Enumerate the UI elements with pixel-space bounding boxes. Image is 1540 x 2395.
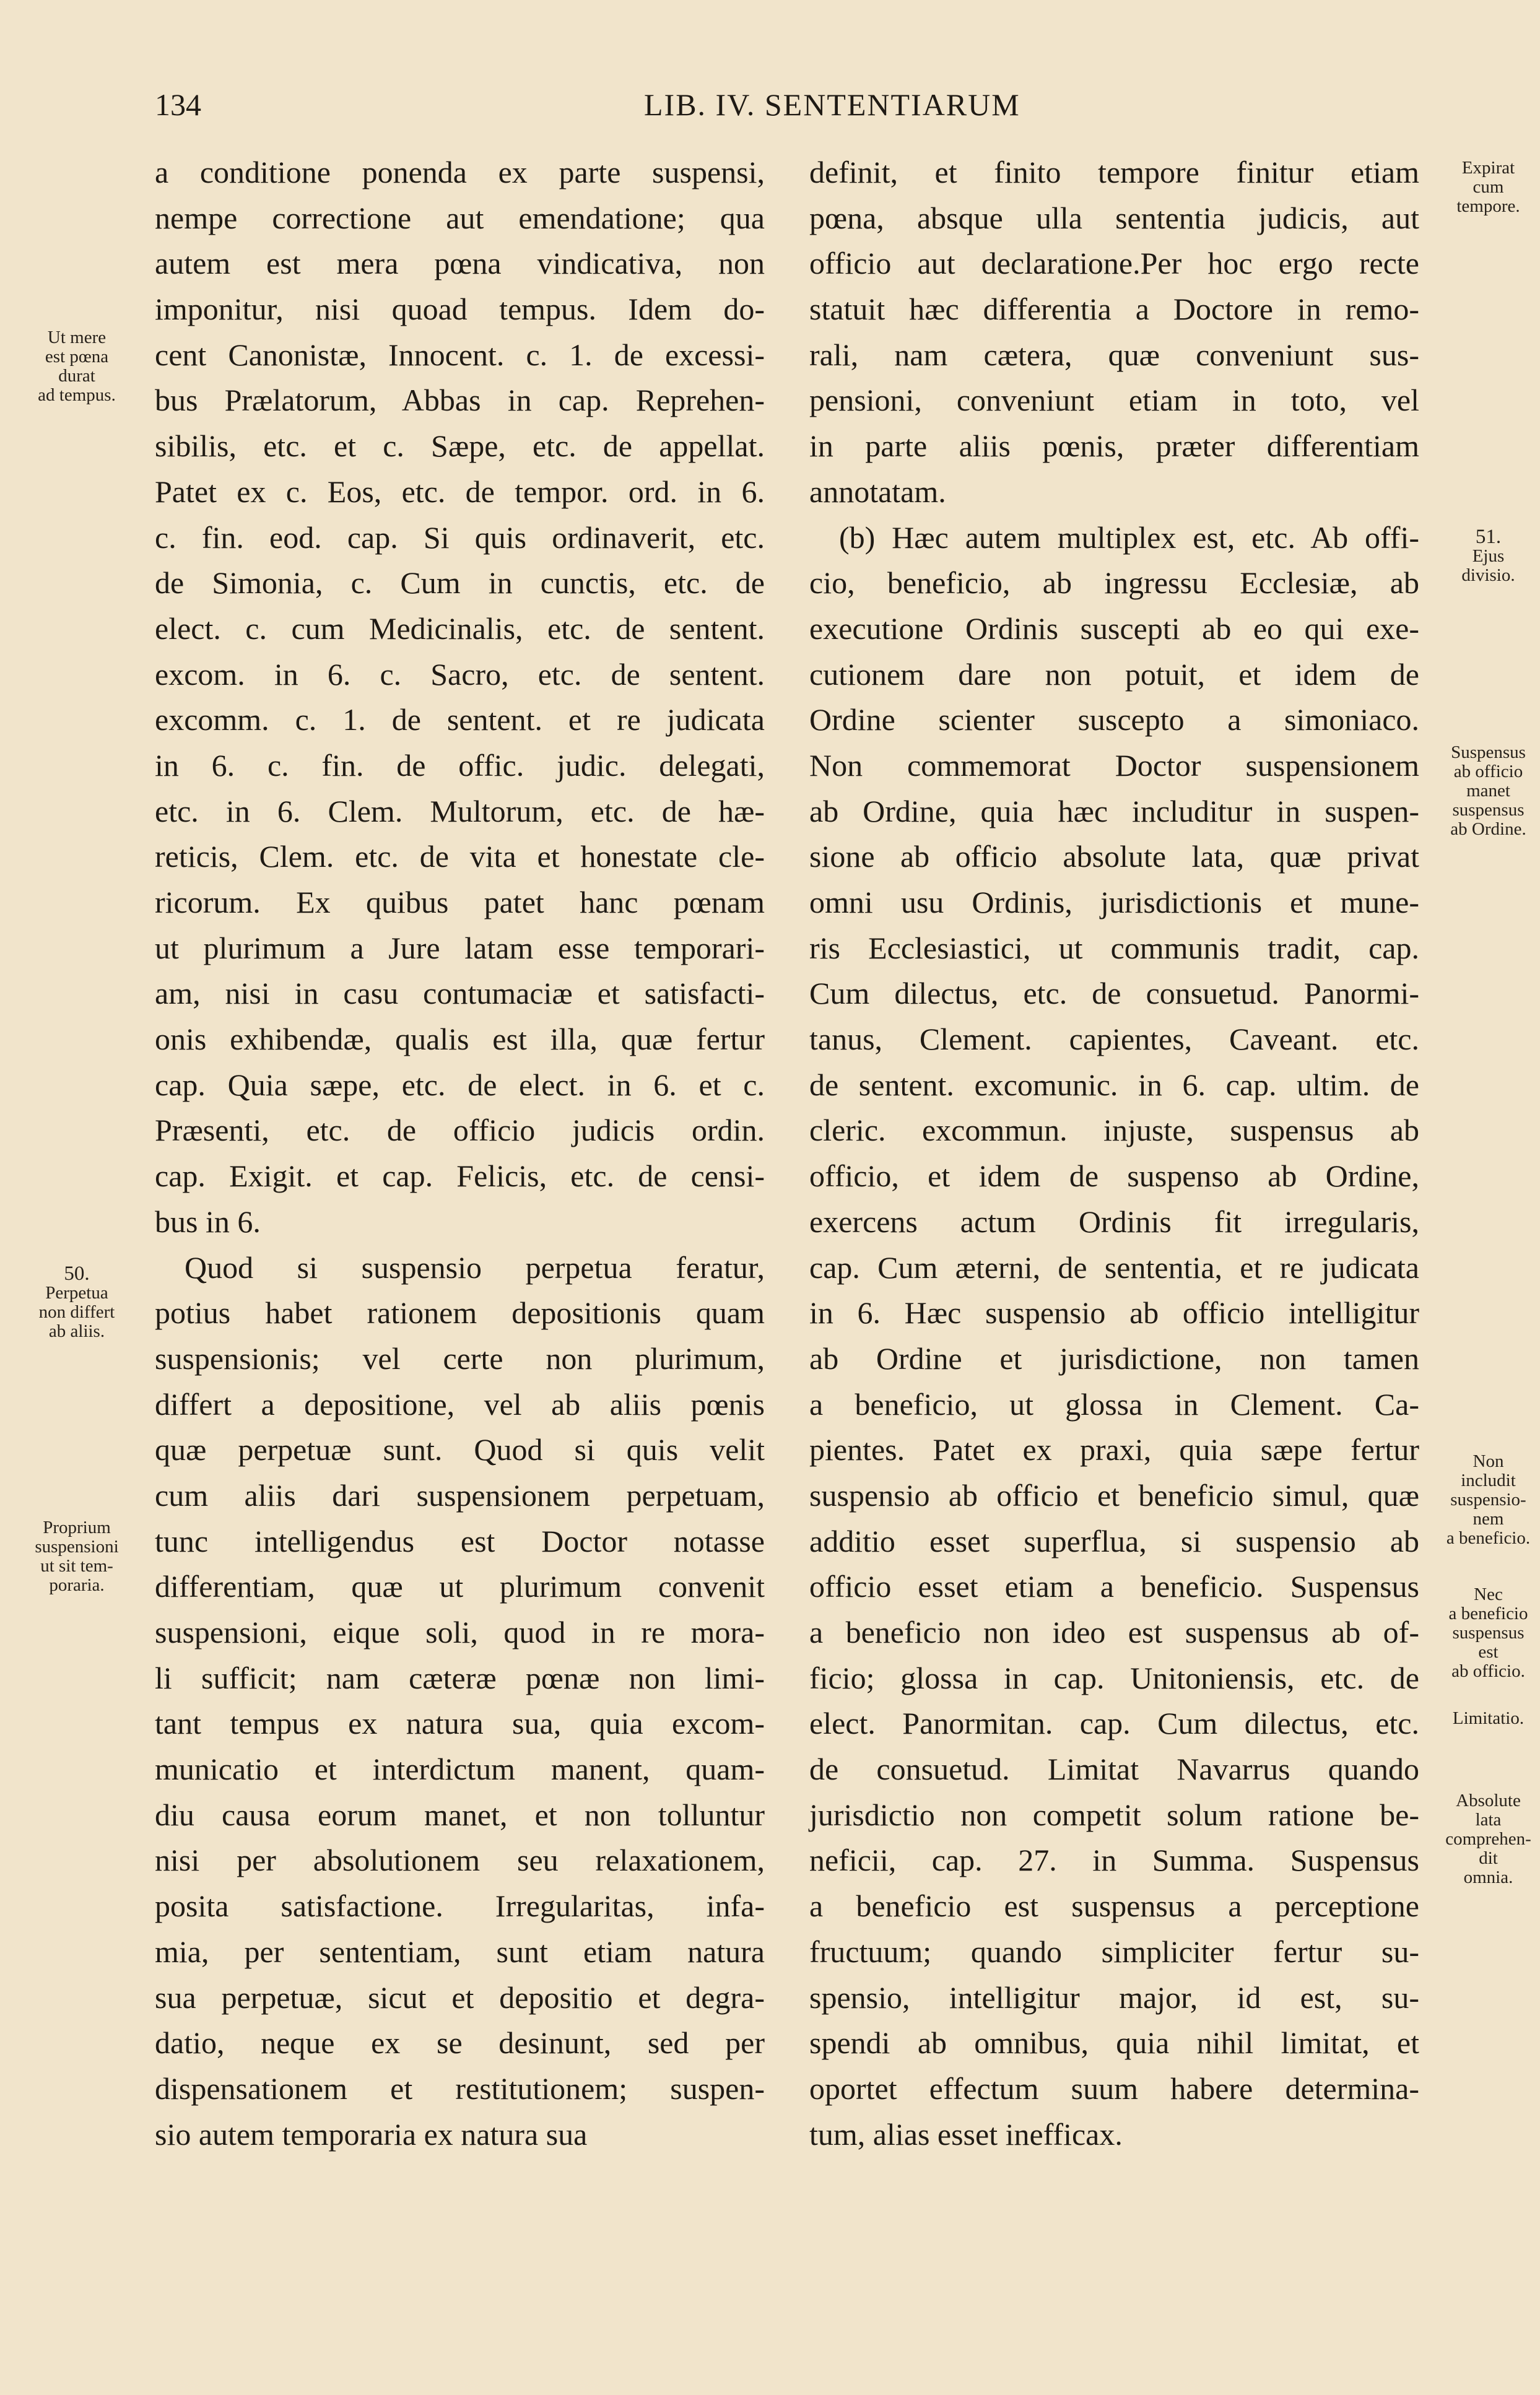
margin-note-line: ut sit tem-	[40, 1556, 113, 1576]
text-line: cap. Exigit. et cap. Felicis, etc. de censi-	[155, 1158, 765, 1194]
text-line: cio, beneficio, ab ingressu Ecclesiæ, ab	[809, 565, 1419, 601]
margin-note-line: Nec	[1474, 1585, 1503, 1604]
text-line: Ordine scienter suscepto a simoniaco.	[809, 702, 1419, 737]
text-line: cent Canonistæ, Innocent. c. 1. de excessi-	[155, 337, 765, 372]
margin-note-line: ad tempus.	[38, 385, 116, 405]
text-line: ris Ecclesiastici, ut communis tradit, cap.	[809, 930, 1419, 965]
margin-note-line: 50.	[64, 1263, 90, 1285]
text-line: nisi per absolutionem seu relaxationem,	[155, 1843, 765, 1878]
text-line: rali, nam cætera, quæ conveniunt sus-	[809, 337, 1419, 372]
text-line: oportet effectum suum habere determina-	[809, 2071, 1419, 2106]
text-line: am, nisi in casu contumaciæ et satisfacti-	[155, 976, 765, 1011]
text-line: autem est mera pœna vindicativa, non	[155, 246, 765, 281]
text-line: tanus, Clement. capientes, Caveant. etc.	[809, 1022, 1419, 1057]
text-line: excomm. c. 1. de sentent. et re judicata	[155, 702, 765, 737]
margin-note-limitatio	[1437, 1709, 1540, 1728]
text-line: pœna, absque ulla sententia judicis, aut	[809, 200, 1419, 235]
margin-note-line: 51.	[1475, 528, 1502, 548]
page-number: 134	[155, 87, 201, 122]
text-line: de Simonia, c. Cum in cunctis, etc. de	[155, 565, 765, 601]
margin-note-line: Absolute	[1456, 1791, 1521, 1810]
text-line: a conditione ponenda ex parte suspensi,	[155, 155, 765, 189]
text-line: Præsenti, etc. de officio judicis ordin.	[155, 1113, 765, 1148]
text-line: ut plurimum a Jure latam esse temporari-	[155, 930, 765, 965]
margin-note-non-includit	[1437, 1452, 1540, 1548]
text-line: mia, per sententiam, sunt etiam natura	[155, 1934, 765, 1969]
text-line: potius habet rationem depositionis quam	[155, 1295, 765, 1331]
text-line: executione Ordinis suscepti ab eo qui exe-	[809, 611, 1419, 646]
margin-note-line: includit	[1461, 1471, 1516, 1490]
text-line: sione ab officio absolute lata, quæ privat	[809, 839, 1419, 874]
margin-note-absolute-lata	[1437, 1791, 1540, 1887]
margin-note-50-perpetua	[0, 1264, 154, 1341]
text-line: cap. Cum æterni, de sententia, et re judicata	[809, 1250, 1419, 1285]
text-line: sio autem temporaria ex natura sua	[155, 2116, 588, 2152]
margin-note-line: ab officio.	[1451, 1661, 1525, 1681]
text-line: onis exhibendæ, qualis est illa, quæ fertur	[155, 1022, 765, 1057]
text-line: Cum dilectus, etc. de consuetud. Panormi-	[809, 976, 1419, 1011]
margin-note-line: est pœna	[45, 347, 109, 367]
text-line: Non commemorat Doctor suspensionem	[809, 747, 1419, 783]
text-line: a beneficio est suspensus a perceptione	[809, 1889, 1419, 1924]
text-line: excom. in 6. c. Sacro, etc. de sentent.	[155, 656, 765, 692]
text-line: annotatam.	[809, 474, 946, 509]
text-line: datio, neque ex se desinunt, sed per	[155, 2025, 765, 2061]
text-line: sua perpetuæ, sicut et depositio et degra-	[155, 1980, 765, 2015]
text-line: ab Ordine, quia hæc includitur in suspen-	[809, 793, 1419, 828]
text-line: additio esset superflua, si suspensio ab	[809, 1523, 1419, 1558]
text-line: tant tempus ex natura sua, quia excom-	[155, 1706, 765, 1741]
running-title: LIB. IV. SENTENTIARUM	[644, 87, 1020, 122]
text-line: quæ perpetuæ sunt. Quod si quis velit	[155, 1432, 765, 1467]
text-line: diu causa eorum manet, et non tolluntur	[155, 1797, 765, 1832]
margin-note-51-ejus-divisio	[1437, 528, 1540, 585]
text-line: pientes. Patet ex praxi, quia sæpe fertur	[809, 1432, 1419, 1467]
margin-note-proprium	[0, 1518, 154, 1595]
text-line: bus Prælatorum, Abbas in cap. Reprehen-	[155, 383, 765, 418]
text-line: fructuum; quando simpliciter fertur su-	[809, 1934, 1419, 1969]
text-line: a beneficio, ut glossa in Clement. Ca-	[809, 1386, 1419, 1422]
margin-note-line: Proprium	[43, 1518, 111, 1537]
text-line: ab Ordine et jurisdictione, non tamen	[809, 1341, 1419, 1376]
text-line: a beneficio non ideo est suspensus ab of-	[809, 1615, 1419, 1650]
margin-note-line: Non	[1473, 1452, 1504, 1471]
margin-note-line: poraria.	[49, 1575, 105, 1595]
margin-note-line: durat	[58, 366, 95, 386]
text-line: spendi ab omnibus, quia nihil limitat, et	[809, 2025, 1419, 2061]
text-line: jurisdictio non competit solum ratione be-	[809, 1797, 1419, 1832]
right-text-column	[809, 150, 1419, 2157]
margin-note-line: ab aliis.	[48, 1321, 105, 1341]
margin-note-line: nem	[1473, 1509, 1504, 1529]
margin-note-line: Perpetua	[45, 1283, 108, 1303]
margin-note-line: manet	[1466, 781, 1510, 801]
text-line: exercens actum Ordinis fit irregularis,	[809, 1204, 1419, 1239]
text-line: neficii, cap. 27. in Summa. Suspensus	[809, 1843, 1419, 1878]
margin-note-line: Expirat	[1461, 159, 1515, 178]
margin-note-line: Ut mere	[47, 328, 107, 347]
text-line: suspensionis; vel certe non plurimum,	[155, 1341, 765, 1376]
margin-note-line: Ejus	[1472, 546, 1505, 566]
text-line: cap. Quia sæpe, etc. de elect. in 6. et c.	[155, 1067, 765, 1102]
margin-note-expirat	[1437, 159, 1540, 216]
margin-note-line: suspensus	[1452, 1623, 1525, 1643]
text-line: ricorum. Ex quibus patet hanc pœnam	[155, 885, 765, 919]
text-line: in 6. c. fin. de offic. judic. delegati,	[155, 747, 765, 783]
margin-note-line: suspensus	[1452, 800, 1525, 820]
text-line: bus in 6.	[155, 1204, 261, 1239]
margin-note-line: a beneficio.	[1446, 1528, 1531, 1548]
text-line: elect. c. cum Medicinalis, etc. de sentent.	[155, 611, 765, 646]
text-line: officio aut declaratione.Per hoc ergo recte	[809, 246, 1419, 281]
text-line: Patet ex c. Eos, etc. de tempor. ord. in 6.	[155, 474, 765, 509]
text-line: elect. Panormitan. cap. Cum dilectus, etc.	[809, 1706, 1419, 1741]
margin-note-line: tempore.	[1456, 196, 1520, 216]
margin-note-nec-a-beneficio	[1437, 1585, 1540, 1681]
text-line: tunc intelligendus est Doctor notasse	[155, 1523, 765, 1558]
margin-note-line: cum	[1473, 177, 1504, 197]
text-line: officio, et idem de suspenso ab Ordine,	[809, 1158, 1419, 1194]
margin-note-line: Suspensus	[1451, 743, 1526, 762]
text-line: spensio, intelligitur major, id est, su-	[809, 1980, 1419, 2015]
text-line: de sentent. excomunic. in 6. cap. ultim. de	[809, 1067, 1419, 1102]
text-line: (b) Hæc autem multiplex est, etc. Ab offi-	[839, 519, 1419, 555]
text-line: nempe correctione aut emendatione; qua	[155, 200, 765, 235]
text-line: imponitur, nisi quoad tempus. Idem do-	[155, 292, 765, 327]
text-line: etc. in 6. Clem. Multorum, etc. de hæ-	[155, 793, 765, 828]
text-line: differentiam, quæ ut plurimum convenit	[155, 1569, 765, 1604]
text-line: reticis, Clem. etc. de vita et honestate cle-	[155, 839, 765, 874]
margin-note-line: suspensio-	[1450, 1490, 1526, 1510]
margin-note-suspensus-ab-officio	[1437, 743, 1540, 839]
margin-note-line: suspensioni	[35, 1537, 119, 1557]
page-header	[0, 87, 1540, 124]
text-line: de consuetud. Limitat Navarrus quando	[809, 1752, 1419, 1787]
text-line: dispensationem et restitutionem; suspen-	[155, 2071, 765, 2106]
text-line: in 6. Hæc suspensio ab officio intelligitur	[809, 1295, 1419, 1331]
text-line: cleric. excommun. injuste, suspensus ab	[809, 1113, 1419, 1148]
margin-note-ut-mere	[0, 328, 154, 405]
margin-note-line: lata	[1475, 1810, 1502, 1830]
text-line: cum aliis dari suspensionem perpetuam,	[155, 1477, 765, 1513]
left-text-column	[155, 150, 765, 2157]
margin-note-line: ab Ordine.	[1450, 819, 1526, 839]
text-line: definit, et finito tempore finitur etiam	[809, 155, 1419, 189]
text-line: posita satisfactione. Irregularitas, infa-	[155, 1889, 765, 1924]
margin-note-line: a beneficio	[1448, 1604, 1528, 1623]
text-line: c. fin. eod. cap. Si quis ordinaverit, etc.	[155, 519, 765, 555]
margin-note-line: non differt	[38, 1302, 115, 1322]
text-line: sibilis, etc. et c. Sæpe, etc. de appellat.	[155, 428, 765, 464]
text-line: differt a depositione, vel ab aliis pœnis	[155, 1386, 765, 1422]
margin-note-line: est	[1478, 1642, 1499, 1662]
margin-note-line: comprehen-	[1445, 1829, 1531, 1849]
margin-note-line: dit	[1479, 1848, 1498, 1868]
text-line: Quod si suspensio perpetua feratur,	[185, 1250, 765, 1285]
text-line: municatio et interdictum manent, quam-	[155, 1752, 765, 1787]
text-line: tum, alias esset inefficax.	[809, 2116, 1123, 2152]
text-line: ficio; glossa in cap. Unitoniensis, etc. de	[809, 1660, 1419, 1695]
text-line: in parte aliis pœnis, præter differentiam	[809, 428, 1419, 464]
margin-note-line: ab officio	[1453, 762, 1523, 781]
margin-note-line: Limitatio.	[1452, 1709, 1525, 1728]
margin-note-line: omnia.	[1463, 1867, 1513, 1887]
margin-note-line: divisio.	[1461, 565, 1515, 585]
text-line: li sufficit; nam cæteræ pœnæ non limi-	[155, 1660, 765, 1695]
text-line: cutionem dare non potuit, et idem de	[809, 656, 1419, 692]
text-line: omni usu Ordinis, jurisdictionis et mune-	[809, 885, 1419, 919]
text-line: pensioni, conveniunt etiam in toto, vel	[809, 383, 1419, 418]
text-line: suspensioni, eique soli, quod in re mora-	[155, 1615, 765, 1650]
text-line: suspensio ab officio et beneficio simul, quæ	[809, 1477, 1419, 1513]
text-line: officio esset etiam a beneficio. Suspensus	[809, 1569, 1419, 1604]
text-line: statuit hæc differentia a Doctore in remo-	[809, 292, 1419, 327]
